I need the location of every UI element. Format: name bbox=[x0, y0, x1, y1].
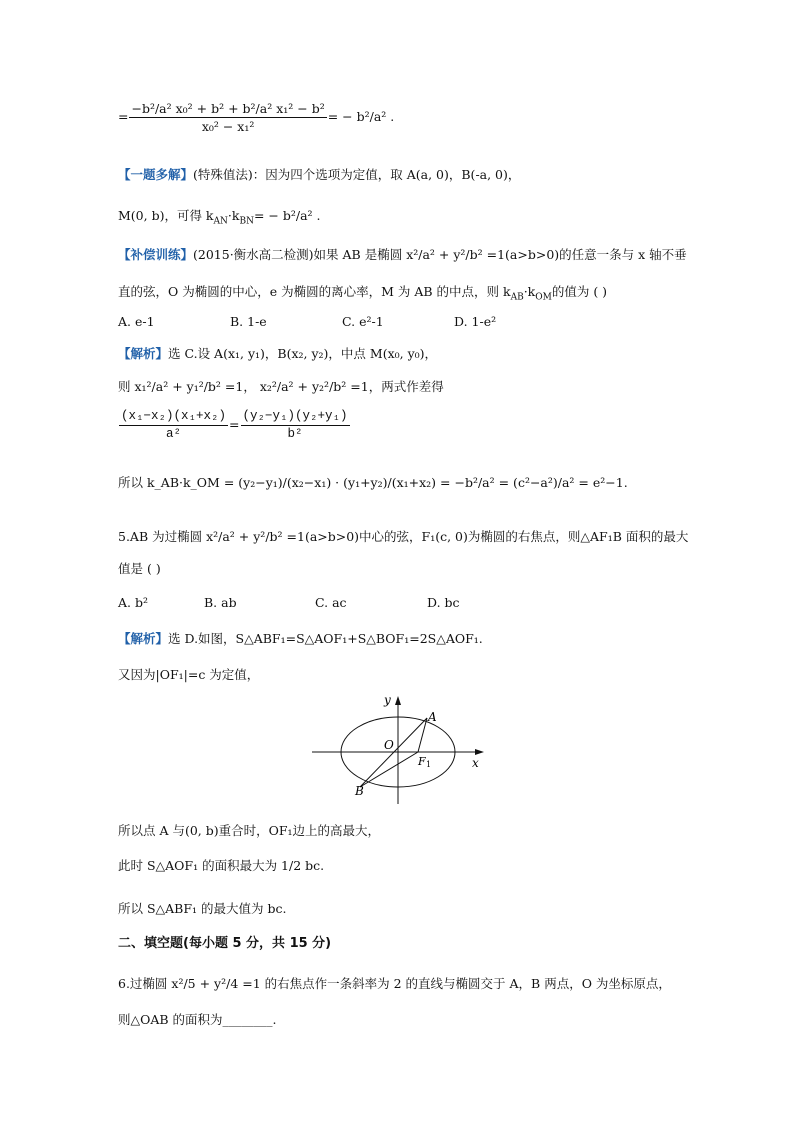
supplementary-line2: 直的弦，O 为椭圆的中心，e 为椭圆的离心率，M 为 AB 的中点，则 $k_{AB}\cdot k_{OM}$的值为 ( ) bbox=[118, 284, 608, 303]
solution2-line1: 【解析】选 D.如图，S△ABF₁=S△AOF₁+S△BOF₁=2S△AOF₁. bbox=[118, 631, 483, 646]
solution2-line3: 所以点 A 与(0, b)重合时，OF₁边上的高最大， bbox=[118, 823, 381, 838]
option-a: A. b² bbox=[118, 595, 148, 610]
question5-line1: 5.AB 为过椭圆 x²/a² + y²/b² =1(a>b>0)中心的弦，F₁(c, 0)为椭圆的右焦点，则△AF₁B 面积的最大 bbox=[118, 529, 689, 544]
label-f-sub: 1 bbox=[426, 760, 432, 769]
supplementary-options bbox=[118, 313, 578, 331]
multi-solution-line2: M(0, b)，可得 $k_{AN}\cdot k_{BN}= - b^2/a^2$ . bbox=[118, 208, 321, 227]
main-fraction: $\frac{\text{−b²/a² x₀² + b² + b²/a² x₁² − b²}}{\text{x₀² − x₁²}}$ bbox=[131, 101, 325, 134]
continuation-equation: = $\frac{\text{−b²/a² x₀² + b² + b²/a² x₁² − b²}}{\text{x₀² − x₁²}}$ = − b²/a² . bbox=[118, 101, 395, 134]
solution1-line2: 则 x₁²/a² + y₁²/b² =1， x₂²/a² + y₂²/b² =1，两式作差得 bbox=[118, 379, 444, 394]
option-a: A. e-1 bbox=[118, 314, 155, 329]
label-a: A bbox=[428, 710, 437, 724]
multi-solution-line1: 【一题多解】(特殊值法)：因为四个选项为定值，取 A(a, 0)，B(-a, 0)， bbox=[118, 167, 521, 182]
x-axis-arrow bbox=[475, 749, 484, 755]
solution1-line3: $\frac{\text{(x₁−x₂)(x₁+x₂)}}{\text{a²}}$ = $\frac{\text{(y₂−y₁)(y₂+y₁)}}{\text{b²}}$ bbox=[121, 409, 348, 441]
solution1-line4: 所以 k_AB·k_OM = (y₂−y₁)/(x₂−x₁) · (y₁+y₂)/(x₁+x₂) = −b²/a² = (c²−a²)/a² = e²−1. bbox=[118, 475, 628, 490]
question6-line2: 则△OAB 的面积为________. bbox=[118, 1012, 277, 1027]
question5-line2: 值是 ( ) bbox=[118, 561, 161, 576]
section-heading: 二、填空题(每小题 5 分，共 15 分) bbox=[118, 936, 332, 951]
label-f: F bbox=[418, 755, 426, 768]
label-x: x bbox=[472, 756, 479, 770]
solution2-line2: 又因为|OF₁|=c 为定值， bbox=[118, 667, 260, 682]
y-axis-arrow bbox=[395, 696, 401, 705]
solution1-line1: 【解析】选 C.设 A(x₁, y₁)，B(x₂, y₂)，中点 M(x₀, y₀)， bbox=[118, 346, 438, 361]
option-c: C. ac bbox=[315, 595, 347, 610]
option-b: B. 1-e bbox=[230, 314, 267, 329]
label-o: O bbox=[384, 738, 394, 752]
question6-line1: 6.过椭圆 x²/5 + y²/4 =1 的右焦点作一条斜率为 2 的直线与椭圆交于 A，B 两点，O 为坐标原点， bbox=[118, 976, 671, 991]
solution2-line5: 所以 S△ABF₁ 的最大值为 bc. bbox=[118, 901, 287, 916]
ellipse-figure bbox=[300, 688, 500, 808]
label-y: y bbox=[384, 693, 391, 707]
label-b: B bbox=[355, 784, 364, 798]
question5-options bbox=[118, 594, 538, 612]
option-c: C. e²-1 bbox=[342, 314, 384, 329]
option-b: B. ab bbox=[204, 595, 237, 610]
supplementary-line1: 【补偿训练】(2015·衡水高二检测)如果 AB 是椭圆 x²/a² + y²/b² =1(a>b>0)的任意一条与 x 轴不垂 bbox=[118, 247, 687, 262]
option-d: D. 1-e² bbox=[454, 314, 497, 329]
option-d: D. bc bbox=[427, 595, 460, 610]
solution2-line4: 此时 S△AOF₁ 的面积最大为 1/2 bc. bbox=[118, 858, 325, 873]
